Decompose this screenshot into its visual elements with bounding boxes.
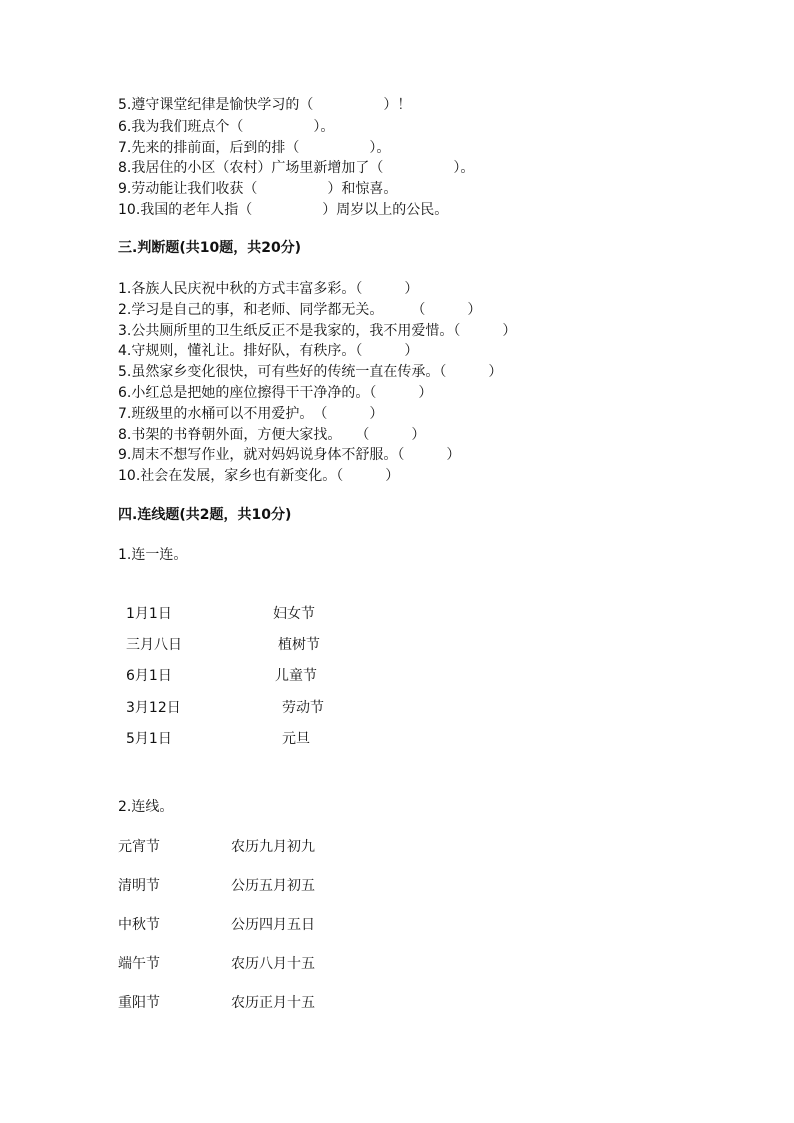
judge-item-9: 9.周末不想写作业，就对妈妈说身体不舒服。（ ）	[118, 447, 461, 463]
match-q2-left-5: 重阳节	[118, 995, 160, 1011]
judge-item-10: 10.社会在发展，家乡也有新变化。（ ）	[118, 468, 400, 484]
judge-item-1: 1.各族人民庆祝中秋的方式丰富多彩。（ ）	[118, 281, 419, 297]
match-q1-left-1: 1月1日	[126, 606, 172, 622]
match-q2-right-1: 农历九月初九	[231, 839, 315, 855]
match-q1-left-4: 3月12日	[126, 700, 181, 716]
match-q2-left-1: 元宵节	[118, 839, 160, 855]
match-q1-right-3: 儿童节	[275, 668, 317, 684]
match-q1-right-4: 劳动节	[282, 700, 324, 716]
match-q1-right-5: 元旦	[282, 731, 310, 747]
match-q1-left-2: 三月八日	[126, 637, 182, 653]
judge-item-6: 6.小红总是把她的座位擦得干干净净的。（ ）	[118, 385, 433, 401]
fill-item-7: 7.先来的排前面，后到的排（ ）。	[118, 140, 391, 156]
match-q1-right-2: 植树节	[278, 637, 320, 653]
judge-item-2: 2.学习是自己的事，和老师、同学都无关。 （ ）	[118, 302, 482, 318]
match-q2-right-4: 农历八月十五	[231, 956, 315, 972]
match-q1-title: 1.连一连。	[118, 547, 188, 563]
match-q2-left-2: 清明节	[118, 878, 160, 894]
match-q2-right-2: 公历五月初五	[231, 878, 315, 894]
match-q1-left-3: 6月1日	[126, 668, 172, 684]
judge-item-5: 5.虽然家乡变化很快，可有些好的传统一直在传承。（ ）	[118, 364, 503, 380]
fill-item-10: 10.我国的老年人指（ ）周岁以上的公民。	[118, 202, 449, 218]
judge-item-7: 7.班级里的水桶可以不用爱护。 （ ）	[118, 406, 384, 422]
match-q2-right-5: 农历正月十五	[231, 995, 315, 1011]
match-q2-title: 2.连线。	[118, 799, 174, 815]
section-3-heading: 三.判断题(共10题，共20分)	[118, 240, 302, 256]
judge-item-3: 3.公共厕所里的卫生纸反正不是我家的，我不用爱惜。（ ）	[118, 323, 517, 339]
judge-item-8: 8.书架的书脊朝外面，方便大家找。 （ ）	[118, 427, 426, 443]
fill-item-9: 9.劳动能让我们收获（ ）和惊喜。	[118, 181, 398, 197]
match-q2-left-4: 端午节	[118, 956, 160, 972]
fill-item-8: 8.我居住的小区（农村）广场里新增加了（ ）。	[118, 160, 475, 176]
judge-item-4: 4.守规则，懂礼让。排好队，有秩序。（ ）	[118, 343, 419, 359]
match-q1-right-1: 妇女节	[273, 606, 315, 622]
match-q2-left-3: 中秋节	[118, 917, 160, 933]
fill-item-6: 6.我为我们班点个（ ）。	[118, 119, 335, 135]
fill-item-5: 5.遵守课堂纪律是愉快学习的（ ）！	[118, 97, 412, 113]
match-q1-left-5: 5月1日	[126, 731, 172, 747]
section-4-heading: 四.连线题(共2题，共10分)	[118, 507, 292, 523]
match-q2-right-3: 公历四月五日	[231, 917, 315, 933]
